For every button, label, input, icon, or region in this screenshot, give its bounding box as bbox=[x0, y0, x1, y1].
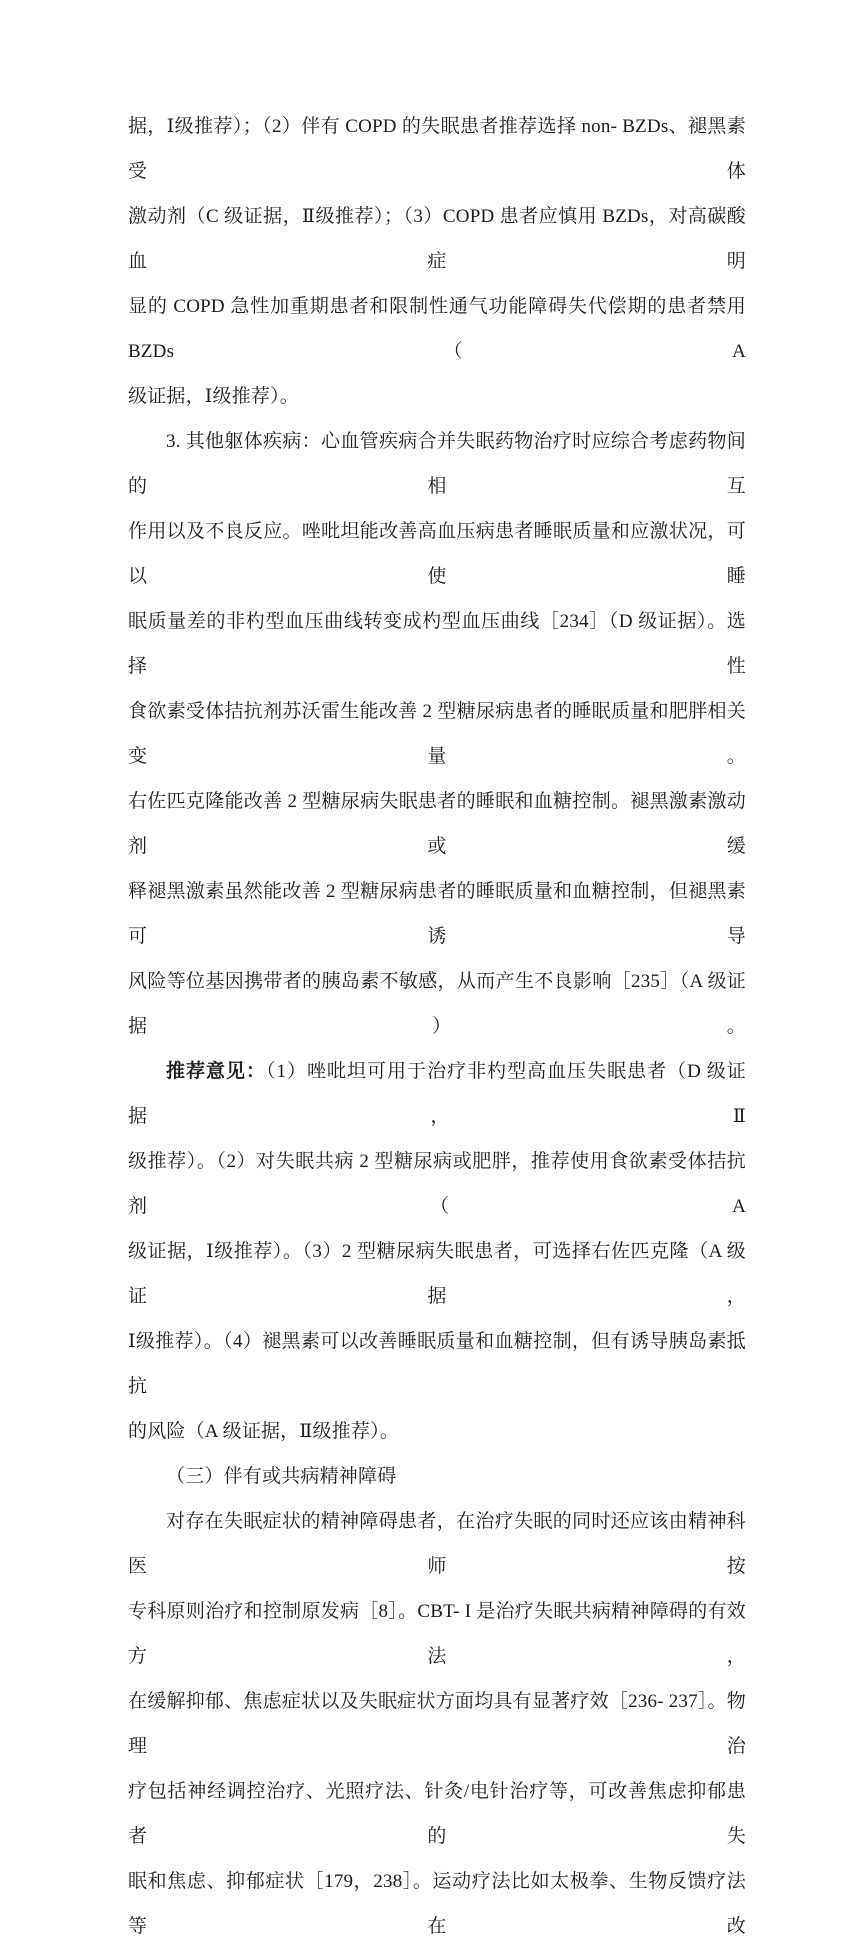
text-line bbox=[128, 374, 746, 419]
text-run: Ⅰ级推荐）。（4）褪黑素可以改善睡眠质量和血糖控制，但有诱导胰岛素抵抗 bbox=[128, 1331, 746, 1397]
text-run: 据，Ⅰ级推荐）；（2）伴有 COPD 的失眠患者推荐选择 non- BZDs、褪黑素受体 bbox=[128, 116, 746, 182]
text-line bbox=[128, 599, 746, 689]
text-run: 释褪黑激素虽然能改善 2 型糖尿病患者的睡眠质量和血糖控制，但褪黑素可诱导 bbox=[128, 881, 746, 947]
text-line bbox=[128, 104, 746, 194]
text-run: 的风险（A 级证据，Ⅱ级推荐）。 bbox=[128, 1421, 400, 1442]
text-run: （1）唑吡坦可用于治疗非杓型高血压失眠患者（D 级证据，Ⅱ bbox=[128, 1061, 746, 1127]
text-run: 级推荐）。（2）对失眠共病 2 型糖尿病或肥胖，推荐使用食欲素受体拮抗剂（A bbox=[128, 1151, 746, 1217]
text-run: 专科原则治疗和控制原发病［8］。CBT- I 是治疗失眠共病精神障碍的有效方法， bbox=[128, 1601, 746, 1667]
text-line bbox=[128, 284, 746, 374]
text-run: （三）伴有或共病精神障碍 bbox=[166, 1466, 397, 1487]
text-line bbox=[128, 509, 746, 599]
text-run: 在缓解抑郁、焦虑症状以及失眠症状方面均具有显著疗效［236- 237］。物理治 bbox=[128, 1691, 746, 1757]
text-line bbox=[128, 1319, 746, 1409]
text-run: 眠质量差的非杓型血压曲线转变成杓型血压曲线［234］（D 级证据）。选择性 bbox=[128, 611, 746, 677]
text-run: 级证据，Ⅰ级推荐）。 bbox=[128, 386, 300, 407]
text-line bbox=[128, 689, 746, 779]
text-line bbox=[128, 1679, 746, 1769]
text-run: 显的 COPD 急性加重期患者和限制性通气功能障碍失代偿期的患者禁用 BZDs（A bbox=[128, 296, 746, 362]
text-line bbox=[128, 1409, 746, 1454]
text-run: 食欲素受体拮抗剂苏沃雷生能改善 2 型糖尿病患者的睡眠质量和肥胖相关变量。 bbox=[128, 701, 746, 767]
text-run: 眠和焦虑、抑郁症状［179，238］。运动疗法比如太极拳、生物反馈疗法等在改 bbox=[128, 1871, 746, 1937]
text-line bbox=[128, 1859, 746, 1949]
text-run: 级证据，Ⅰ级推荐）。（3）2 型糖尿病失眠患者，可选择右佐匹克隆（A 级证据， bbox=[128, 1241, 746, 1307]
text-run: 右佐匹克隆能改善 2 型糖尿病失眠患者的睡眠和血糖控制。褪黑激素激动剂或缓 bbox=[128, 791, 746, 857]
text-line bbox=[128, 1589, 746, 1679]
text-run: 3. 其他躯体疾病：心血管疾病合并失眠药物治疗时应综合考虑药物间的相互 bbox=[128, 431, 746, 497]
text-run: 疗包括神经调控治疗、光照疗法、针灸/电针治疗等，可改善焦虑抑郁患者的失 bbox=[128, 1781, 746, 1847]
text-run: 激动剂（C 级证据，Ⅱ级推荐）；（3）COPD 患者应慎用 BZDs，对高碳酸血症明 bbox=[128, 206, 746, 272]
document-body bbox=[128, 104, 746, 1949]
text-line bbox=[128, 1499, 746, 1589]
text-line bbox=[128, 1049, 746, 1139]
text-line bbox=[128, 1769, 746, 1859]
text-line bbox=[128, 1229, 746, 1319]
text-line bbox=[128, 869, 746, 959]
text-line bbox=[128, 419, 746, 509]
text-run: 作用以及不良反应。唑吡坦能改善高血压病患者睡眠质量和应激状况，可以使睡 bbox=[128, 521, 746, 587]
text-line bbox=[128, 779, 746, 869]
text-run: 风险等位基因携带者的胰岛素不敏感，从而产生不良影响［235］（A 级证据）。 bbox=[128, 971, 746, 1037]
text-line bbox=[128, 1139, 746, 1229]
text-line bbox=[128, 194, 746, 284]
text-line bbox=[128, 959, 746, 1049]
text-line bbox=[128, 1454, 746, 1499]
text-run: 对存在失眠症状的精神障碍患者，在治疗失眠的同时还应该由精神科医师按 bbox=[128, 1511, 746, 1577]
bold-run: 推荐意见： bbox=[166, 1061, 267, 1082]
